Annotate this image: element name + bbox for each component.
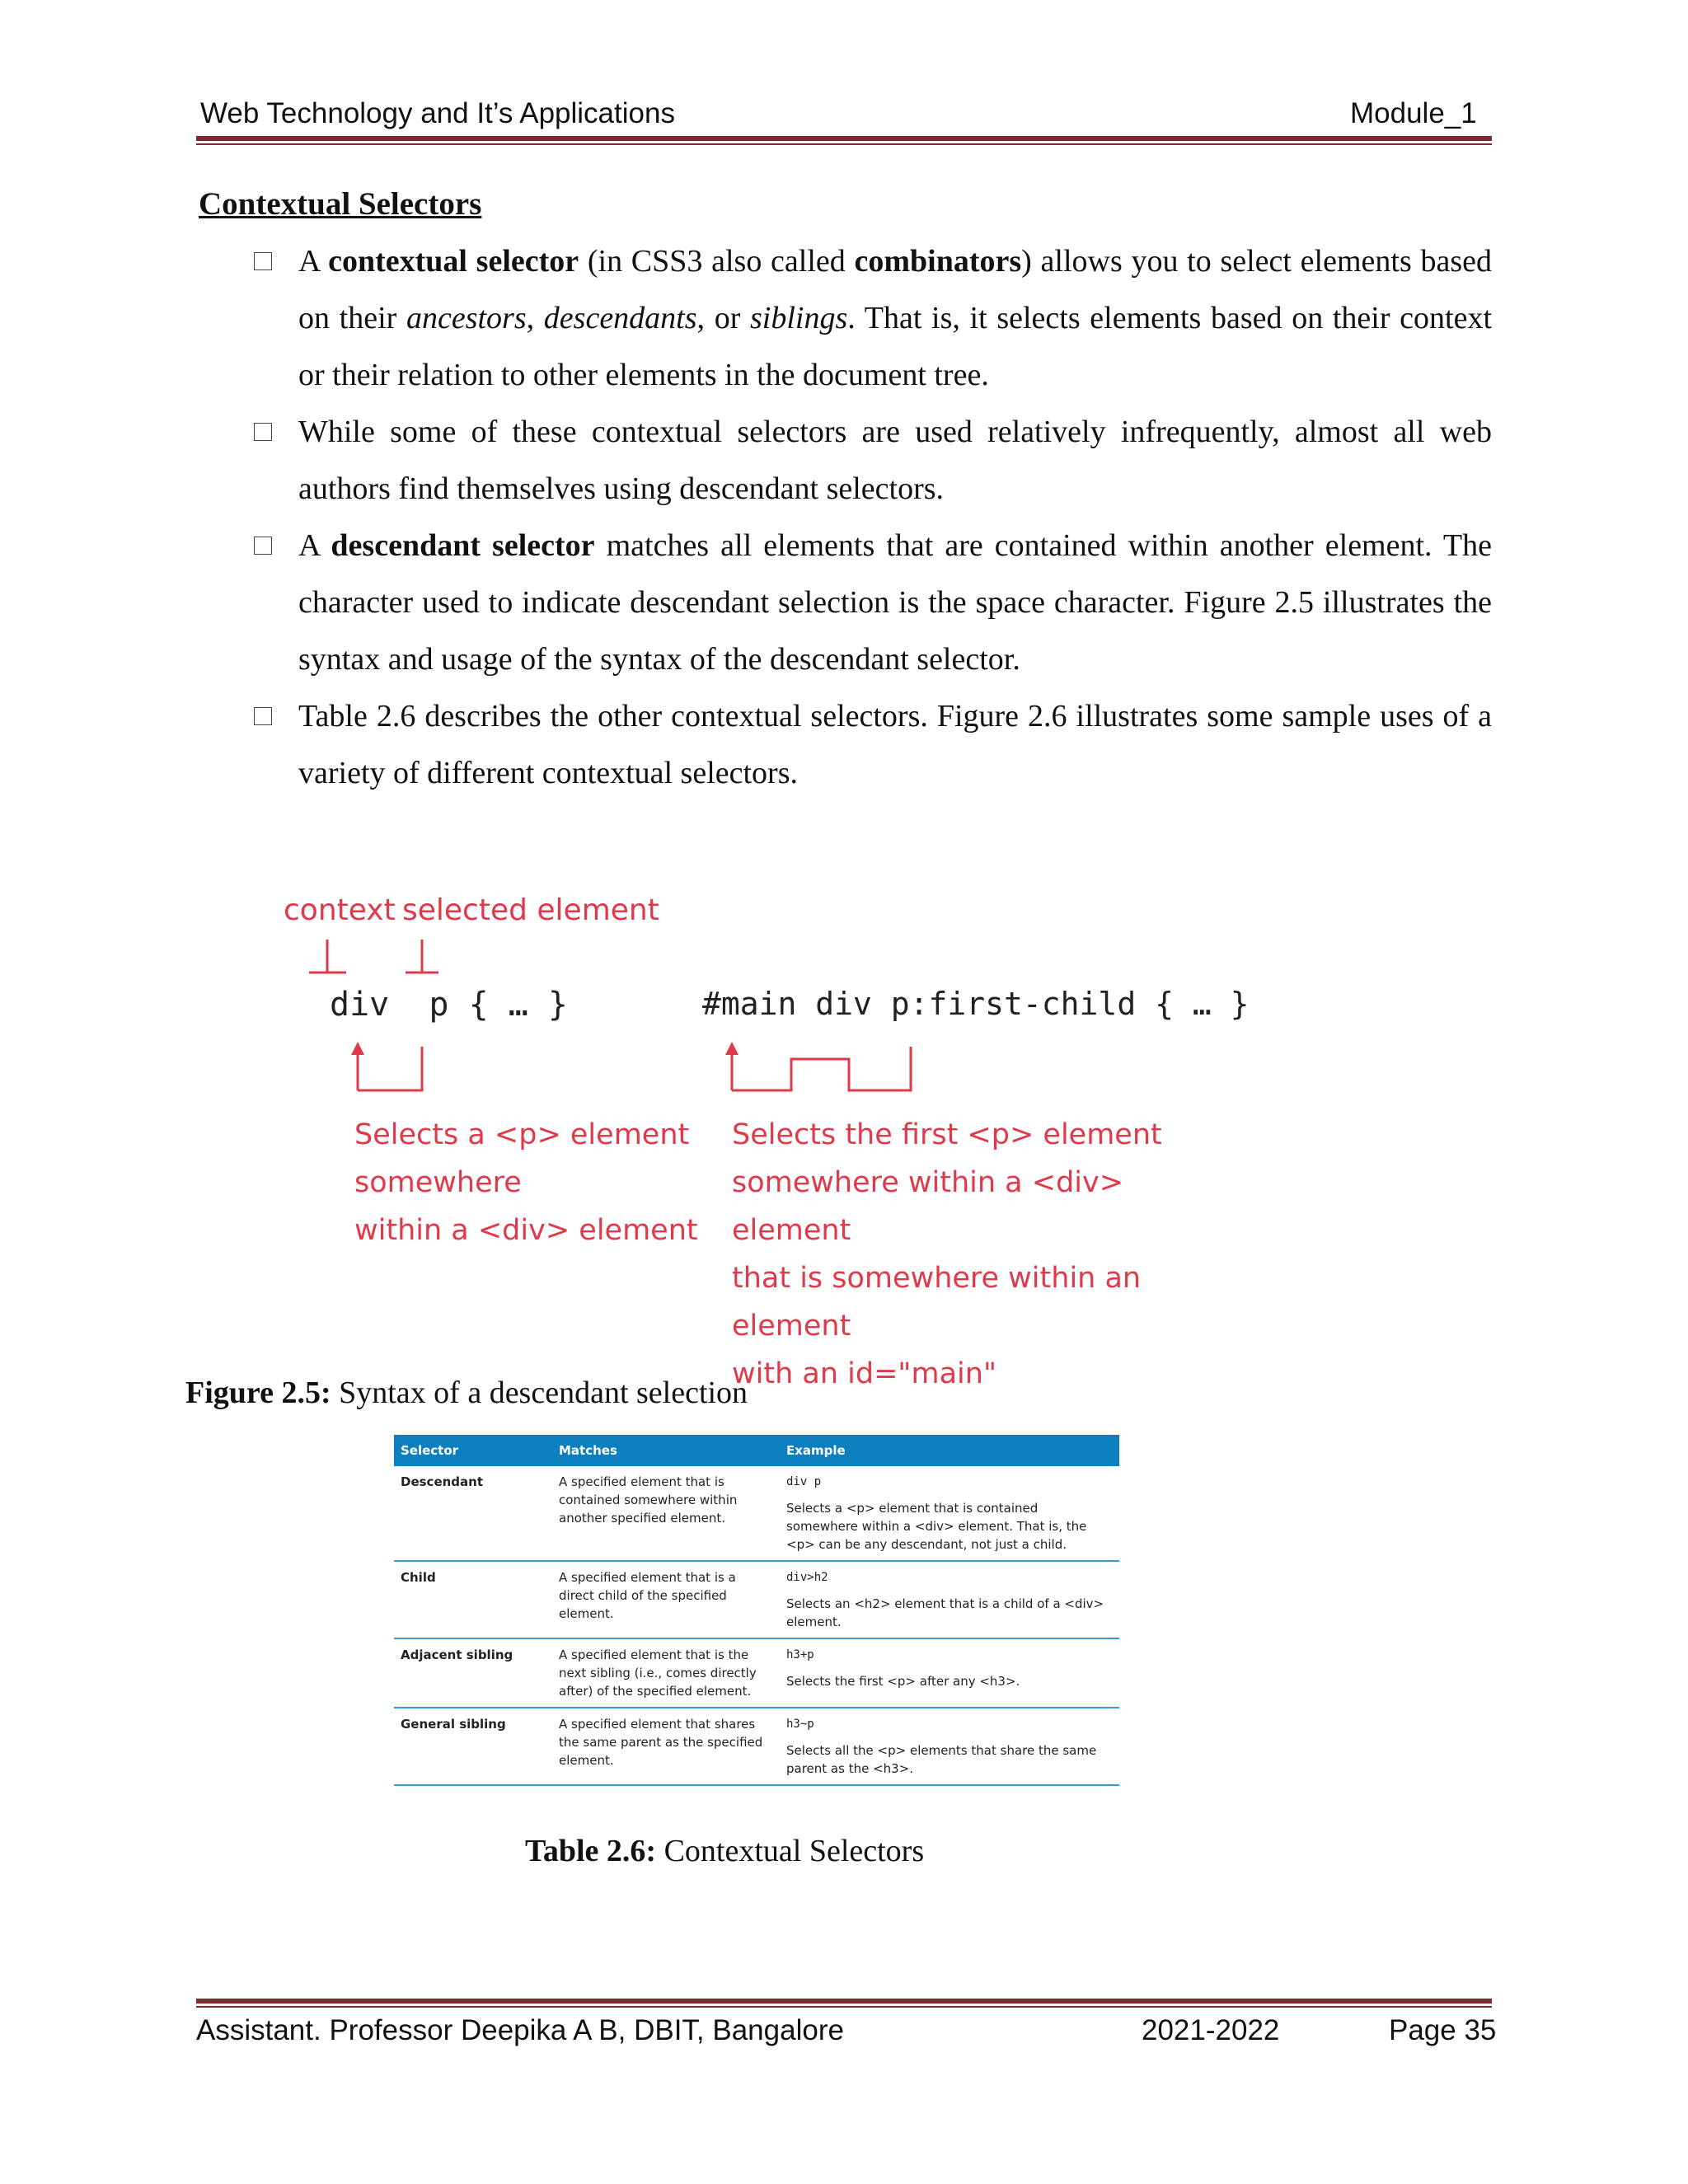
footer-year: 2021-2022 — [1142, 2014, 1280, 2046]
table-row — [394, 1638, 1119, 1708]
example-code: h3~p — [786, 1718, 814, 1731]
code-left: div p { … } — [330, 986, 568, 1024]
header-matches: Matches — [552, 1435, 780, 1466]
contextual-selectors-table — [394, 1435, 1119, 1786]
table-row — [394, 1708, 1119, 1785]
header-module: Module_1 — [1350, 97, 1477, 129]
cell-selector: Child — [394, 1561, 552, 1638]
left-arrowhead — [351, 1042, 364, 1055]
figure-descendant-syntax — [280, 890, 1250, 1390]
bullet-text: A — [298, 528, 331, 563]
bullet-text: ) allows you to select elements based on their — [298, 244, 1492, 335]
right-desc-line: somewhere within a <div> element — [732, 1166, 1124, 1247]
bullet-text: , — [526, 301, 544, 335]
example-text: Selects the first <p> after any <h3>. — [786, 1674, 1020, 1689]
bullet-text: (in CSS3 also called — [579, 244, 855, 279]
bullet-item — [247, 518, 1492, 688]
right-arrowhead — [725, 1042, 738, 1055]
left-description — [354, 1111, 698, 1254]
checkbox-bullet-icon — [254, 423, 272, 441]
cell-selector: General sibling — [394, 1708, 552, 1785]
selected-element-label: selected element — [402, 893, 659, 927]
header-rule — [196, 136, 1492, 141]
bullet-item — [247, 688, 1492, 802]
header-example: Example — [780, 1435, 1119, 1466]
footer-author: Assistant. Professor Deepika A B, DBIT, Bangalore — [196, 2014, 844, 2046]
table-header-row — [394, 1435, 1119, 1466]
figure-caption — [185, 1375, 748, 1411]
bullet-text: Table 2.6 describes the other contextual selectors. Figure 2.6 illustrates some sample uses of a variety of different contextual selectors. — [298, 699, 1492, 790]
table-row — [394, 1561, 1119, 1638]
right-desc-line: with an id="main" — [732, 1357, 997, 1390]
bullet-text: , or — [696, 301, 751, 335]
cell-matches: A specified element that is the next sibling (i.e., comes directly after) of the specified element. — [552, 1638, 780, 1708]
bullet-text: . That is, it selects elements based on their context or their relation to other elements in the document tree. — [298, 301, 1493, 392]
left-bracket — [358, 1047, 422, 1090]
code-right: #main div p:first-child { … } — [702, 986, 1250, 1022]
bullet-text: siblings — [750, 301, 848, 335]
bullet-text: While some of these contextual selectors are used relatively infrequently, almost all web authors find themselves using descendant selectors. — [298, 415, 1492, 506]
cell-example — [780, 1638, 1119, 1708]
cell-matches: A specified element that is a direct child of the specified element. — [552, 1561, 780, 1638]
example-text: Selects all the <p> elements that share the same parent as the <h3>. — [786, 1743, 1097, 1776]
right-bracket — [732, 1047, 911, 1090]
bullet-item — [247, 404, 1492, 518]
right-desc-line: that is somewhere within an element — [732, 1262, 1142, 1343]
bullet-text: descendants — [543, 301, 697, 335]
bullet-item — [247, 233, 1492, 404]
cell-selector: Adjacent sibling — [394, 1638, 552, 1708]
right-description — [732, 1111, 1170, 1398]
bullet-list — [247, 233, 1492, 802]
bullet-text: matches all elements that are contained within another element. The character used to indicate descendant selection is the space character. Figure 2.5 illustrates the syntax and usage of the syntax of the descendant selector. — [298, 528, 1492, 677]
cell-matches: A specified element that shares the same parent as the specified element. — [552, 1708, 780, 1785]
table-caption — [525, 1833, 924, 1869]
example-text: Selects an <h2> element that is a child of a <div> element. — [786, 1596, 1104, 1629]
example-code: div p — [786, 1475, 822, 1488]
cell-example — [780, 1708, 1119, 1785]
cell-matches: A specified element that is contained somewhere within another specified element. — [552, 1466, 780, 1561]
header-rule-thin — [196, 143, 1492, 145]
example-text: Selects a <p> element that is contained somewhere within a <div> element. That is, the <p> can be any descendant, not just a child. — [786, 1501, 1087, 1552]
bullet-text: descendant selector — [331, 528, 595, 563]
header-title: Web Technology and It’s Applications — [200, 97, 675, 129]
cell-selector: Descendant — [394, 1466, 552, 1561]
header-selector: Selector — [394, 1435, 552, 1466]
context-label: context — [284, 893, 396, 927]
example-code: div>h2 — [786, 1571, 828, 1584]
footer-rule-thin — [196, 2006, 1492, 2008]
checkbox-bullet-icon — [254, 252, 272, 270]
bullet-text: combinators — [854, 244, 1022, 279]
footer-rule — [196, 1999, 1492, 2004]
figure-caption-label: Figure 2.5: — [185, 1376, 331, 1410]
table-caption-label: Table 2.6: — [525, 1834, 657, 1868]
table-row — [394, 1466, 1119, 1561]
left-desc-line: somewhere — [354, 1166, 522, 1199]
bullet-text: A — [298, 244, 329, 279]
figure-caption-text: Syntax of a descendant selection — [331, 1376, 748, 1410]
right-desc-line: Selects the first <p> element — [732, 1118, 1162, 1151]
footer-page: Page 35 — [1389, 2014, 1497, 2046]
left-desc-line: within a <div> element — [354, 1214, 698, 1247]
section-title: Contextual Selectors — [199, 186, 482, 222]
checkbox-bullet-icon — [254, 537, 272, 555]
bullet-text: ancestors — [406, 301, 527, 335]
bullet-text: contextual selector — [328, 244, 579, 279]
cell-example — [780, 1466, 1119, 1561]
table-caption-text: Contextual Selectors — [656, 1834, 925, 1868]
checkbox-bullet-icon — [254, 707, 272, 725]
left-desc-line: Selects a <p> element — [354, 1118, 690, 1151]
cell-example — [780, 1561, 1119, 1638]
example-code: h3+p — [786, 1648, 814, 1661]
